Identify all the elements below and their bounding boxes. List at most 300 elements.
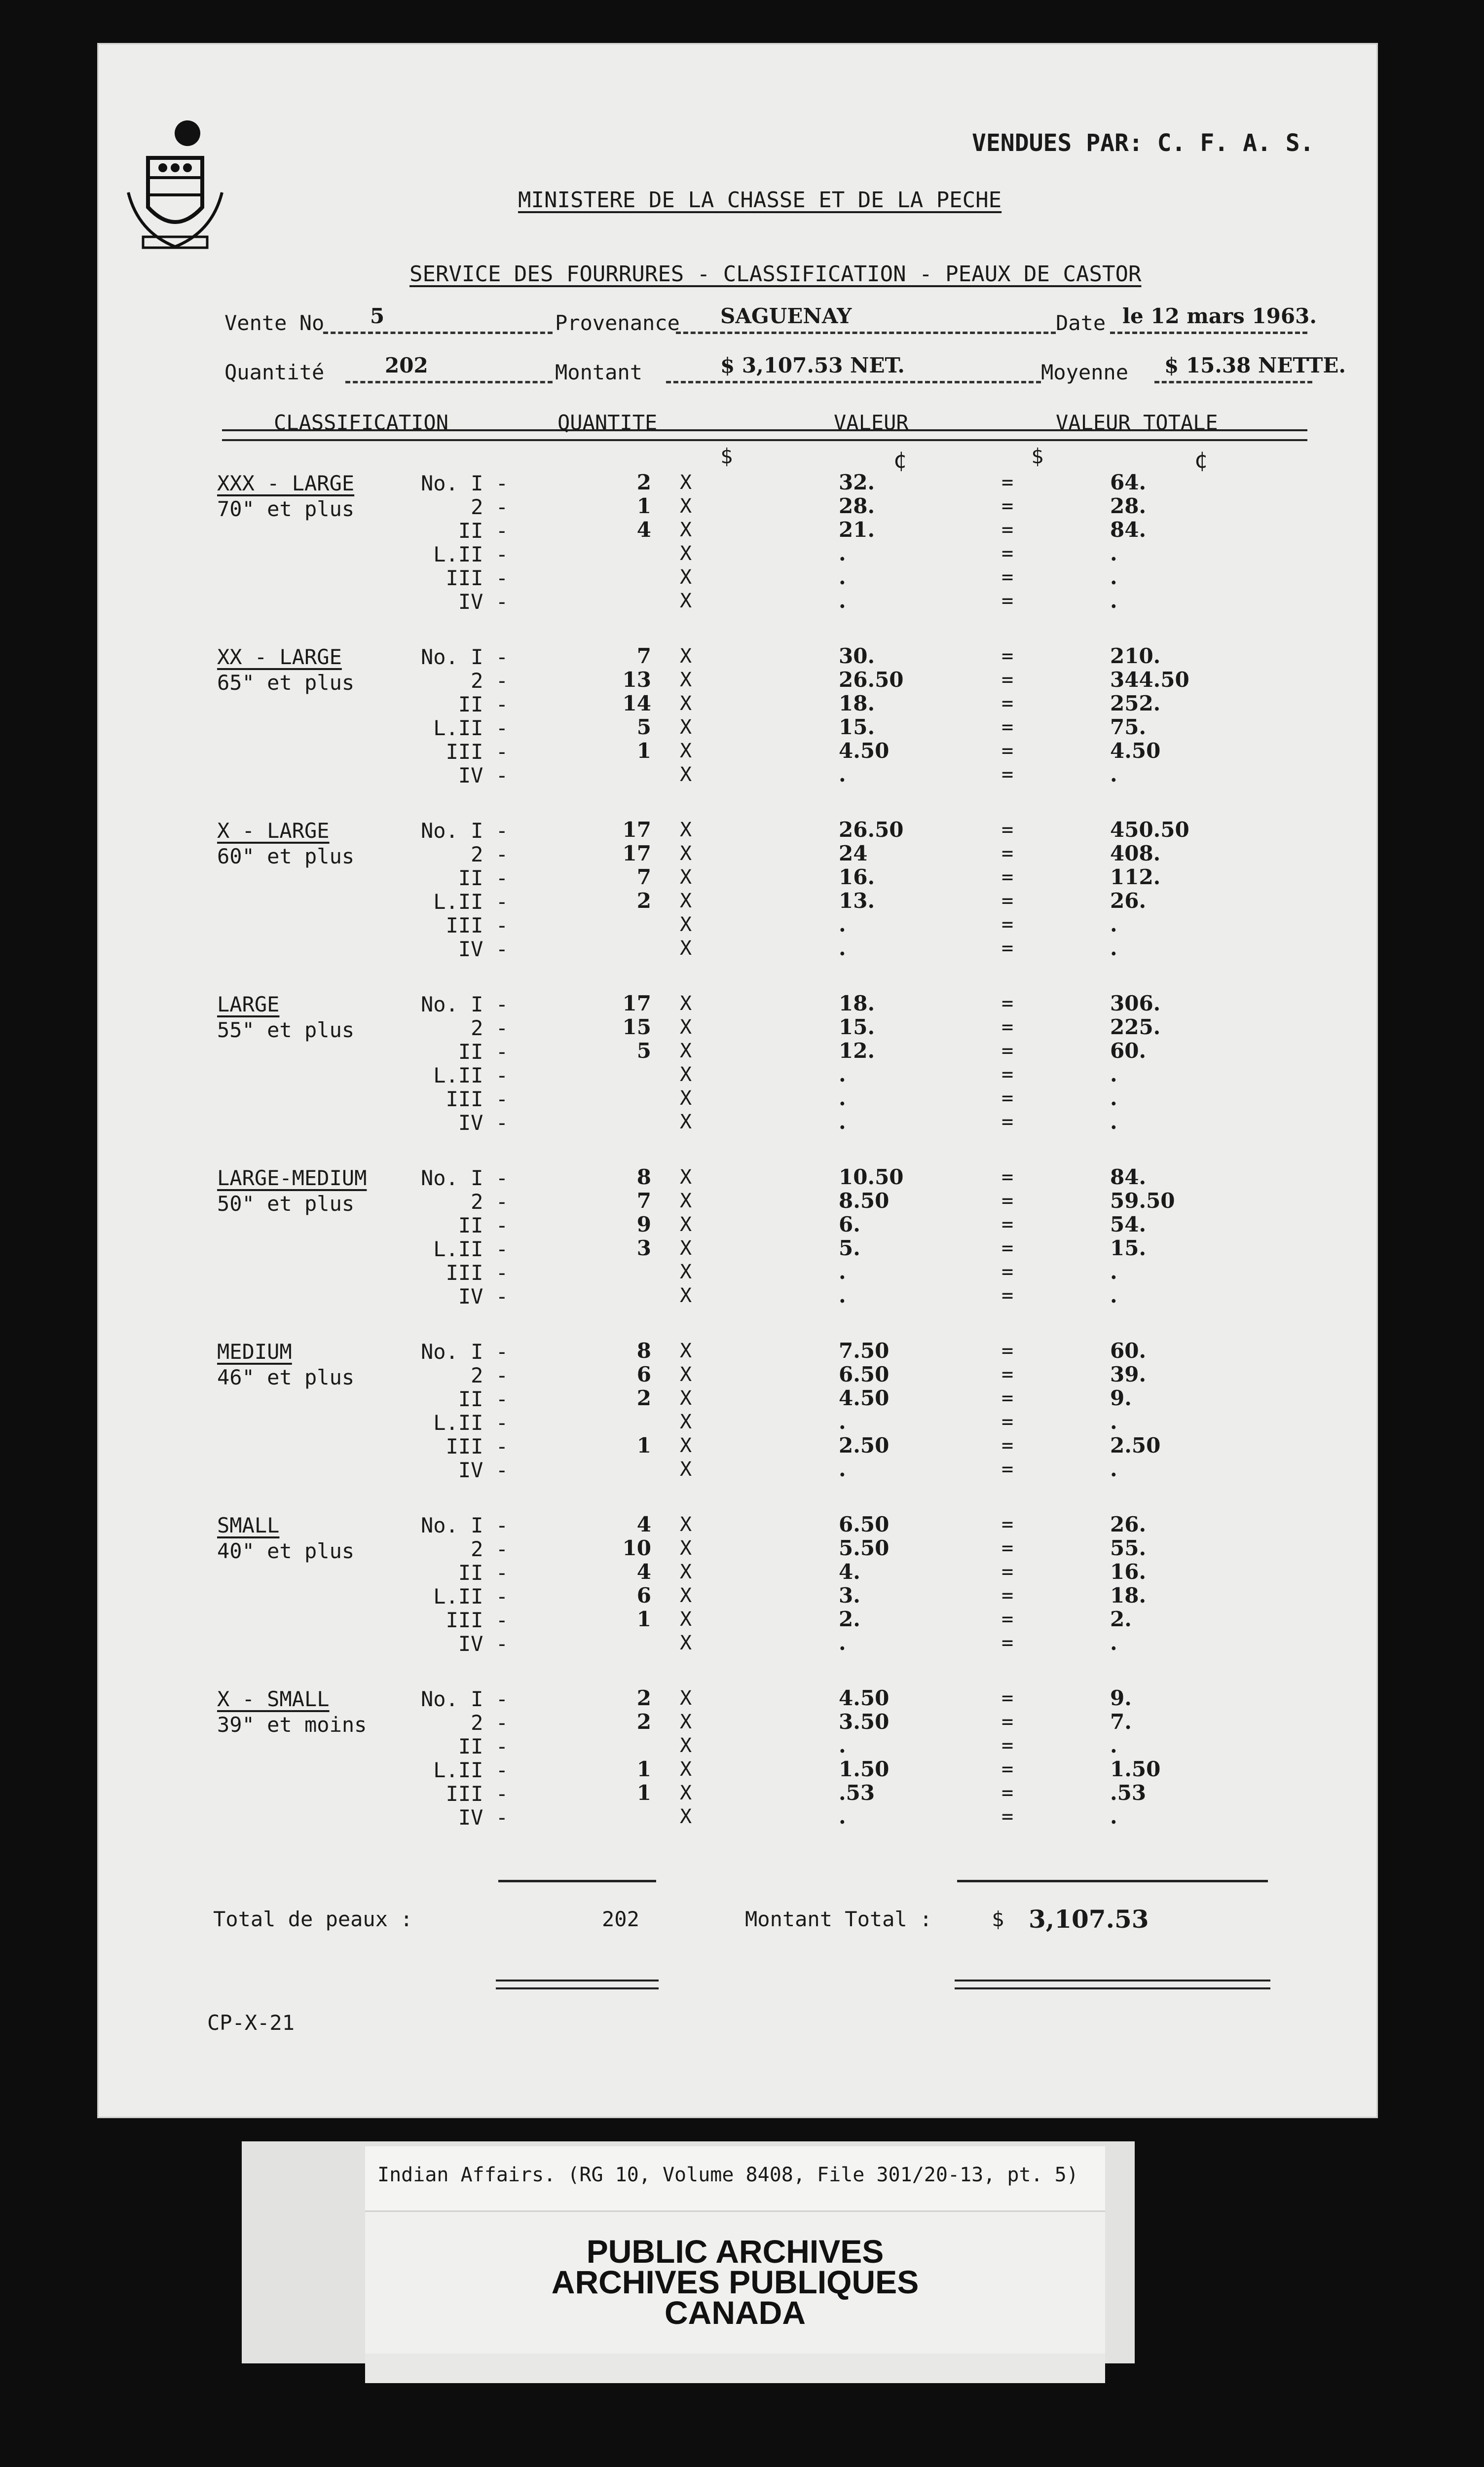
times-mark: X	[680, 1040, 692, 1062]
times-mark: X	[680, 937, 692, 960]
times-mark: X	[680, 913, 692, 936]
equals-mark: =	[1002, 1458, 1014, 1481]
unit-value-cell: 5.50	[839, 1536, 890, 1560]
montant-value: $ 3,107.53 NET.	[720, 353, 905, 377]
amount-double-rule-1	[955, 1980, 1270, 1981]
equals-mark: =	[1002, 692, 1014, 715]
total-peaux-label: Total de peaux :	[213, 1907, 413, 1931]
provenance-value: SAGUENAY	[720, 304, 852, 328]
total-value-cell: 18.	[1110, 1583, 1147, 1607]
times-mark: X	[680, 1237, 692, 1260]
montant-total-label: Montant Total :	[745, 1907, 932, 1931]
quantity-cell: 2	[636, 470, 651, 494]
unit-value-cell: .	[839, 1804, 846, 1829]
unit-value-cell: .	[839, 1733, 846, 1757]
equals-mark: =	[1002, 1561, 1014, 1583]
times-mark: X	[680, 471, 692, 494]
total-value-cell: .	[1110, 1260, 1117, 1284]
quantity-cell: 4	[636, 1512, 651, 1536]
vente-field-line	[323, 332, 553, 334]
service-title: SERVICE DES FOURRURES - CLASSIFICATION - PEAUX DE CASTOR	[409, 262, 1142, 287]
quantity-cell: 9	[636, 1212, 651, 1236]
form-code: CP-X-21	[207, 2011, 295, 2035]
quantity-cell: 6	[636, 1362, 651, 1386]
unit-value-cell: 15.	[839, 1015, 875, 1039]
times-mark: X	[680, 763, 692, 786]
unit-value-cell: 15.	[839, 715, 875, 739]
grade-label: III -	[445, 740, 508, 764]
total-value-cell: 75.	[1110, 715, 1147, 739]
moyenne-field-line	[1154, 381, 1312, 383]
total-value-cell: 450.50	[1110, 818, 1189, 842]
times-mark: X	[680, 1411, 692, 1433]
equals-mark: =	[1002, 1016, 1014, 1039]
unit-value-cell: 32.	[839, 470, 875, 494]
grade-label: III -	[445, 1434, 508, 1458]
grade-label: IV -	[458, 1458, 508, 1482]
group-name: XXX - LARGE	[217, 471, 355, 495]
total-value-cell: 112.	[1110, 865, 1161, 889]
total-value-cell: 9.	[1110, 1686, 1132, 1710]
moyenne-label: Moyenne	[1041, 360, 1129, 384]
quantity-cell: 2	[636, 1686, 651, 1710]
total-value-cell: .	[1110, 1804, 1117, 1829]
unit-value-cell: 5.	[839, 1236, 860, 1260]
unit-value-cell: .	[839, 1110, 846, 1134]
coat-of-arms-icon	[118, 113, 232, 257]
grade-label: II -	[458, 1040, 508, 1064]
grade-label: II -	[458, 519, 508, 543]
group-size: 60" et plus	[217, 844, 355, 868]
total-cent-sign: ¢	[1194, 447, 1208, 473]
valeur-dollar-sign: $	[720, 444, 733, 468]
times-mark: X	[680, 1340, 692, 1362]
unit-value-cell: 8.50	[839, 1189, 890, 1213]
times-mark: X	[680, 542, 692, 565]
unit-value-cell: 10.50	[839, 1165, 904, 1189]
unit-value-cell: 3.	[839, 1583, 860, 1607]
equals-mark: =	[1002, 1063, 1014, 1086]
times-mark: X	[680, 716, 692, 739]
total-value-cell: .	[1110, 1457, 1117, 1481]
unit-value-cell: 2.50	[839, 1433, 890, 1458]
grade-label: III -	[445, 1608, 508, 1632]
group-size: 65" et plus	[217, 671, 355, 695]
total-value-cell: .	[1110, 1733, 1117, 1757]
grade-label: III -	[445, 1261, 508, 1285]
unit-value-cell: .	[839, 936, 846, 960]
ministry-title: MINISTERE DE LA CHASSE ET DE LA PECHE	[518, 187, 1002, 213]
group-name: LARGE	[217, 992, 280, 1016]
times-mark: X	[680, 566, 692, 589]
equals-mark: =	[1002, 716, 1014, 739]
total-value-cell: .	[1110, 762, 1117, 786]
total-value-cell: 2.50	[1110, 1433, 1161, 1458]
unit-value-cell: 18.	[839, 991, 875, 1015]
group-size: 39" et moins	[217, 1713, 367, 1737]
quantity-cell: 17	[622, 991, 651, 1015]
unit-value-cell: 13.	[839, 889, 875, 913]
unit-value-cell: .	[839, 565, 846, 589]
equals-mark: =	[1002, 1040, 1014, 1062]
equals-mark: =	[1002, 590, 1014, 612]
quantite-label: Quantité	[224, 360, 325, 384]
equals-mark: =	[1002, 1261, 1014, 1283]
grade-label: III -	[445, 1087, 508, 1111]
times-mark: X	[680, 1387, 692, 1410]
date-label: Date	[1056, 311, 1106, 335]
quantity-cell: 8	[636, 1165, 651, 1189]
total-value-cell: 15.	[1110, 1236, 1147, 1260]
grade-label: L.II -	[433, 1411, 508, 1435]
grade-label: II -	[458, 866, 508, 890]
group-name: MEDIUM	[217, 1340, 292, 1364]
grade-label: IV -	[458, 763, 508, 787]
unit-value-cell: 4.	[839, 1560, 860, 1584]
times-mark: X	[680, 866, 692, 889]
equals-mark: =	[1002, 519, 1014, 541]
times-mark: X	[680, 1284, 692, 1307]
grade-label: IV -	[458, 937, 508, 961]
total-value-cell: .	[1110, 1631, 1117, 1655]
times-mark: X	[680, 1805, 692, 1828]
equals-mark: =	[1002, 1111, 1014, 1133]
times-mark: X	[680, 890, 692, 912]
grade-label: No. I -	[420, 992, 508, 1016]
grade-label: 2 -	[471, 1016, 508, 1040]
grade-label: 2 -	[471, 1537, 508, 1561]
unit-value-cell: 18.	[839, 691, 875, 715]
group-size: 40" et plus	[217, 1539, 355, 1563]
total-value-cell: .	[1110, 936, 1117, 960]
equals-mark: =	[1002, 992, 1014, 1015]
grade-label: 2 -	[471, 669, 508, 693]
quantite-field-line	[345, 381, 553, 383]
times-mark: X	[680, 1111, 692, 1133]
group-name: X - SMALL	[217, 1687, 330, 1711]
quantity-cell: 7	[636, 644, 651, 668]
unit-value-cell: .	[839, 762, 846, 786]
quantity-cell: 10	[622, 1536, 651, 1560]
equals-mark: =	[1002, 866, 1014, 889]
total-value-cell: 306.	[1110, 991, 1161, 1015]
equals-mark: =	[1002, 1758, 1014, 1781]
quantite-value: 202	[385, 353, 428, 377]
times-mark: X	[680, 819, 692, 841]
equals-mark: =	[1002, 740, 1014, 762]
unit-value-cell: 6.	[839, 1212, 860, 1236]
unit-value-cell: 4.50	[839, 1386, 890, 1410]
total-dollar-sign: $	[1031, 444, 1044, 468]
total-value-cell: 9.	[1110, 1386, 1132, 1410]
unit-value-cell: 28.	[839, 494, 875, 518]
equals-mark: =	[1002, 1434, 1014, 1457]
group-size: 55" et plus	[217, 1018, 355, 1042]
total-value-cell: 4.50	[1110, 739, 1161, 763]
quantity-cell: 2	[636, 889, 651, 913]
total-value-cell: 28.	[1110, 494, 1147, 518]
qty-double-rule-2	[496, 1987, 659, 1989]
quantity-cell: 6	[636, 1583, 651, 1607]
equals-mark: =	[1002, 1340, 1014, 1362]
unit-value-cell: 26.50	[839, 668, 904, 692]
equals-mark: =	[1002, 1805, 1014, 1828]
total-value-cell: 344.50	[1110, 668, 1189, 692]
vente-label: Vente No	[224, 311, 325, 335]
group-name: XX - LARGE	[217, 645, 342, 669]
times-mark: X	[680, 1063, 692, 1086]
montant-label: Montant	[555, 360, 643, 384]
total-value-cell: .	[1110, 1062, 1117, 1086]
group-size: 50" et plus	[217, 1192, 355, 1216]
unit-value-cell: .	[839, 1457, 846, 1481]
unit-value-cell: .	[839, 1631, 846, 1655]
grade-label: No. I -	[420, 471, 508, 495]
times-mark: X	[680, 1758, 692, 1781]
times-mark: X	[680, 590, 692, 612]
equals-mark: =	[1002, 1711, 1014, 1733]
grade-label: III -	[445, 1782, 508, 1806]
total-value-cell: .	[1110, 1410, 1117, 1434]
quantity-cell: 5	[636, 715, 651, 739]
total-value-cell: 84.	[1110, 518, 1147, 542]
times-mark: X	[680, 992, 692, 1015]
vente-value: 5	[370, 304, 385, 328]
moyenne-value: $ 15.38 NETTE.	[1164, 353, 1346, 377]
quantity-cell: 2	[636, 1710, 651, 1734]
unit-value-cell: 30.	[839, 644, 875, 668]
grade-label: 2 -	[471, 842, 508, 866]
grade-label: 2 -	[471, 495, 508, 519]
grade-label: L.II -	[433, 542, 508, 566]
total-value-cell: 225.	[1110, 1015, 1161, 1039]
total-value-cell: 39.	[1110, 1362, 1147, 1386]
equals-mark: =	[1002, 763, 1014, 786]
unit-value-cell: 1.50	[839, 1757, 890, 1781]
equals-mark: =	[1002, 669, 1014, 691]
quantity-cell: 17	[622, 841, 651, 865]
equals-mark: =	[1002, 1632, 1014, 1654]
unit-value-cell: 12.	[839, 1039, 875, 1063]
times-mark: X	[680, 669, 692, 691]
times-mark: X	[680, 1711, 692, 1733]
equals-mark: =	[1002, 1363, 1014, 1386]
quantity-cell: 1	[636, 1781, 651, 1805]
unit-value-cell: .	[839, 541, 846, 565]
unit-value-cell: .	[839, 1086, 846, 1110]
vendues-par-label: VENDUES PAR: C. F. A. S.	[972, 129, 1314, 157]
grade-label: L.II -	[433, 1758, 508, 1782]
times-mark: X	[680, 1632, 692, 1654]
total-value-cell: .	[1110, 1283, 1117, 1308]
grade-label: IV -	[458, 1111, 508, 1135]
archive-line-3: CANADA	[665, 2294, 806, 2331]
total-value-cell: 60.	[1110, 1039, 1147, 1063]
quantity-cell: 5	[636, 1039, 651, 1063]
equals-mark: =	[1002, 495, 1014, 518]
times-mark: X	[680, 1261, 692, 1283]
unit-value-cell: .	[839, 589, 846, 613]
unit-value-cell: .	[839, 912, 846, 936]
times-mark: X	[680, 1584, 692, 1607]
grade-label: 2 -	[471, 1363, 508, 1387]
unit-value-cell: 6.50	[839, 1362, 890, 1386]
quantity-cell: 7	[636, 865, 651, 889]
provenance-label: Provenance	[555, 311, 680, 335]
total-peaux-value: 202	[602, 1907, 639, 1931]
equals-mark: =	[1002, 1782, 1014, 1804]
quantity-cell: 1	[636, 494, 651, 518]
quantity-cell: 3	[636, 1236, 651, 1260]
times-mark: X	[680, 1458, 692, 1481]
total-value-cell: 26.	[1110, 1512, 1147, 1536]
unit-value-cell: 4.50	[839, 1686, 890, 1710]
equals-mark: =	[1002, 1284, 1014, 1307]
group-name: LARGE-MEDIUM	[217, 1166, 367, 1190]
total-value-cell: 60.	[1110, 1339, 1147, 1363]
equals-mark: =	[1002, 842, 1014, 865]
equals-mark: =	[1002, 1608, 1014, 1631]
grade-label: No. I -	[420, 645, 508, 669]
grade-label: L.II -	[433, 1584, 508, 1608]
archive-caption: Indian Affairs. (RG 10, Volume 8408, File 301/20-13, pt. 5)	[377, 2164, 1078, 2186]
total-value-cell: 26.	[1110, 889, 1147, 913]
grade-label: 2 -	[471, 1711, 508, 1735]
equals-mark: =	[1002, 1237, 1014, 1260]
grade-label: II -	[458, 692, 508, 716]
grade-label: No. I -	[420, 1340, 508, 1364]
total-value-cell: 1.50	[1110, 1757, 1161, 1781]
equals-mark: =	[1002, 1213, 1014, 1236]
col-valeur-totale: VALEUR TOTALE	[1056, 411, 1218, 435]
times-mark: X	[680, 1166, 692, 1189]
times-mark: X	[680, 495, 692, 518]
grade-label: III -	[445, 913, 508, 937]
quantity-cell: 2	[636, 1386, 651, 1410]
equals-mark: =	[1002, 890, 1014, 912]
grade-label: II -	[458, 1734, 508, 1758]
quantity-cell: 7	[636, 1189, 651, 1213]
equals-mark: =	[1002, 1190, 1014, 1212]
times-mark: X	[680, 1190, 692, 1212]
quantity-cell: 1	[636, 739, 651, 763]
grade-label: No. I -	[420, 819, 508, 843]
total-value-cell: .	[1110, 589, 1117, 613]
unit-value-cell: .	[839, 1062, 846, 1086]
grade-label: IV -	[458, 1805, 508, 1830]
group-size: 46" et plus	[217, 1365, 355, 1389]
grade-label: II -	[458, 1213, 508, 1237]
total-value-cell: 408.	[1110, 841, 1161, 865]
times-mark: X	[680, 740, 692, 762]
grade-label: IV -	[458, 1284, 508, 1308]
quantity-cell: 8	[636, 1339, 651, 1363]
group-name: X - LARGE	[217, 819, 330, 843]
equals-mark: =	[1002, 1166, 1014, 1189]
times-mark: X	[680, 1513, 692, 1536]
unit-value-cell: .53	[839, 1781, 875, 1805]
col-classification: CLASSIFICATION	[274, 411, 449, 435]
archive-card-stub	[365, 2354, 1105, 2383]
equals-mark: =	[1002, 1387, 1014, 1410]
grade-label: L.II -	[433, 1237, 508, 1261]
grade-label: No. I -	[420, 1513, 508, 1537]
unit-value-cell: .	[839, 1283, 846, 1308]
quantity-cell: 1	[636, 1757, 651, 1781]
times-mark: X	[680, 1363, 692, 1386]
date-value: le 12 mars 1963.	[1122, 304, 1317, 328]
unit-value-cell: 6.50	[839, 1512, 890, 1536]
times-mark: X	[680, 1734, 692, 1757]
unit-value-cell: 26.50	[839, 818, 904, 842]
unit-value-cell: 4.50	[839, 739, 890, 763]
quantity-cell: 14	[622, 691, 651, 715]
times-mark: X	[680, 1213, 692, 1236]
montant-total-dollar: $	[992, 1907, 1004, 1931]
times-mark: X	[680, 519, 692, 541]
equals-mark: =	[1002, 1584, 1014, 1607]
total-value-cell: .	[1110, 1086, 1117, 1110]
total-value-cell: .	[1110, 1110, 1117, 1134]
provenance-field-line	[676, 332, 1056, 334]
unit-value-cell: 7.50	[839, 1339, 890, 1363]
unit-value-cell: .	[839, 1260, 846, 1284]
equals-mark: =	[1002, 542, 1014, 565]
quantity-cell: 13	[622, 668, 651, 692]
col-quantite: QUANTITE	[557, 411, 658, 435]
qty-sum-rule	[498, 1880, 656, 1882]
total-value-cell: 59.50	[1110, 1189, 1175, 1213]
times-mark: X	[680, 1016, 692, 1039]
total-value-cell: .	[1110, 565, 1117, 589]
quantity-cell: 4	[636, 518, 651, 542]
total-value-cell: 55.	[1110, 1536, 1147, 1560]
times-mark: X	[680, 1087, 692, 1110]
quantity-cell: 1	[636, 1607, 651, 1631]
equals-mark: =	[1002, 1087, 1014, 1110]
times-mark: X	[680, 692, 692, 715]
times-mark: X	[680, 1687, 692, 1710]
quantity-cell: 4	[636, 1560, 651, 1584]
group-name: SMALL	[217, 1513, 280, 1537]
montant-total-value: 3,107.53	[1029, 1905, 1149, 1934]
unit-value-cell: 3.50	[839, 1710, 890, 1734]
montant-field-line	[666, 381, 1041, 383]
grade-label: II -	[458, 1387, 508, 1411]
times-mark: X	[680, 1608, 692, 1631]
unit-value-cell: 16.	[839, 865, 875, 889]
quantity-cell: 1	[636, 1433, 651, 1458]
grade-label: L.II -	[433, 890, 508, 914]
grade-label: L.II -	[433, 1063, 508, 1087]
times-mark: X	[680, 1782, 692, 1804]
times-mark: X	[680, 1561, 692, 1583]
unit-value-cell: 21.	[839, 518, 875, 542]
equals-mark: =	[1002, 645, 1014, 668]
grade-label: II -	[458, 1561, 508, 1585]
total-value-cell: 252.	[1110, 691, 1161, 715]
archive-line-2: ARCHIVES PUBLIQUES	[551, 2264, 919, 2300]
grade-label: III -	[445, 566, 508, 590]
total-value-cell: .	[1110, 912, 1117, 936]
total-value-cell: 7.	[1110, 1710, 1132, 1734]
col-valeur: VALEUR	[834, 411, 909, 435]
equals-mark: =	[1002, 1734, 1014, 1757]
equals-mark: =	[1002, 819, 1014, 841]
grade-label: No. I -	[420, 1166, 508, 1190]
valeur-cent-sign: ¢	[893, 447, 907, 473]
archive-line-1: PUBLIC ARCHIVES	[586, 2233, 884, 2270]
